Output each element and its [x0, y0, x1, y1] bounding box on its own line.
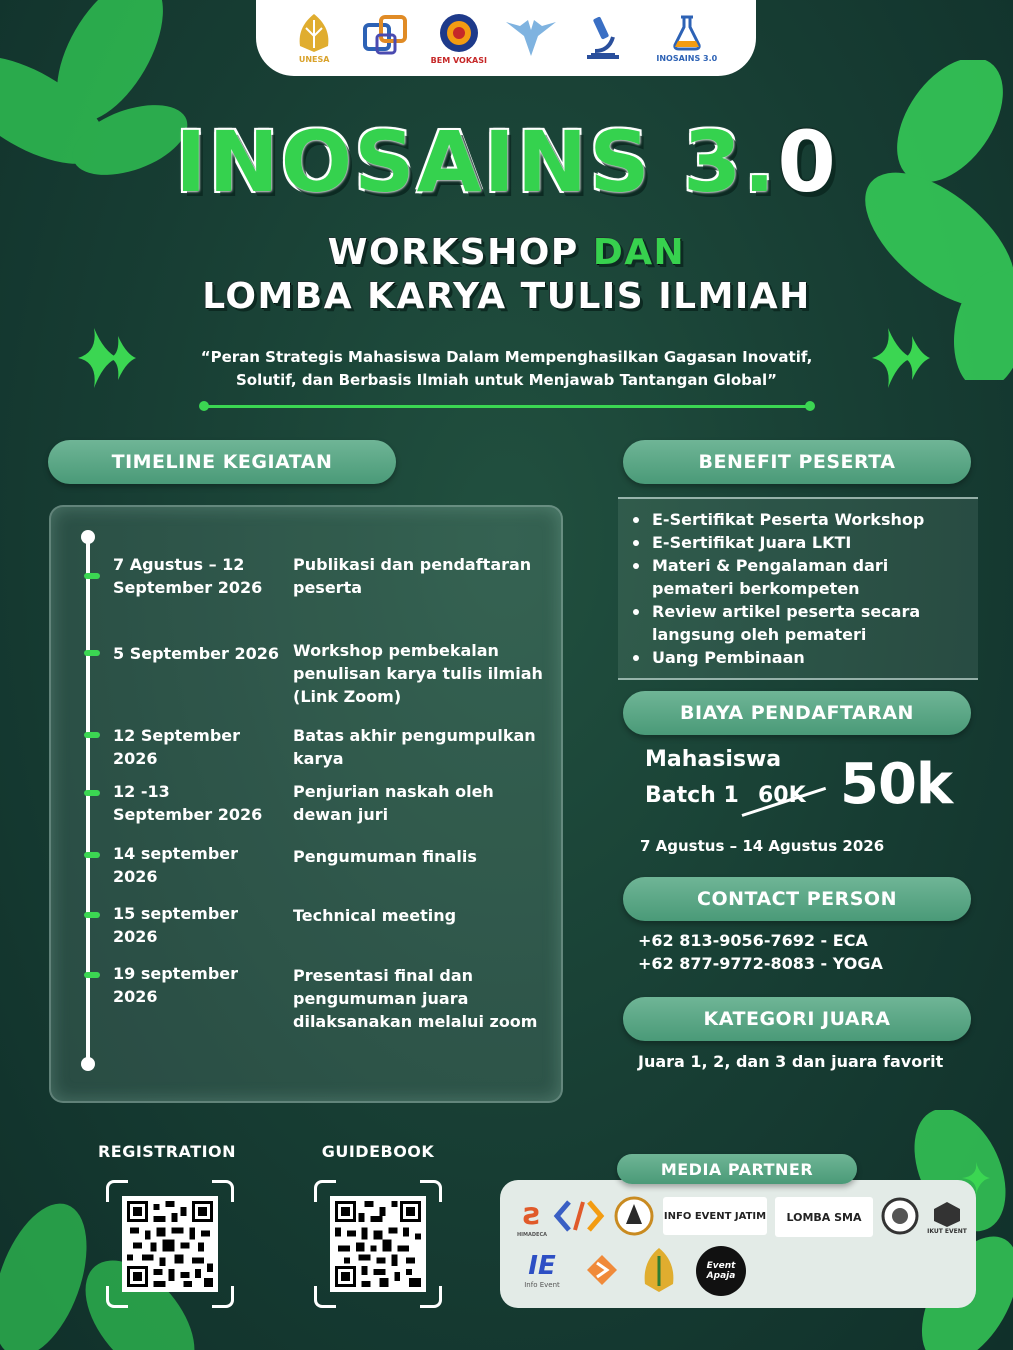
timeline-date: 15 september 2026: [113, 904, 239, 946]
fee-category: Mahasiswa: [645, 747, 782, 772]
subtitle-line-1: WORKSHOP DAN: [327, 232, 686, 273]
new-price: 50k: [840, 752, 953, 817]
vokasi-logo: [357, 9, 415, 67]
crest-logo-2: [880, 1196, 920, 1236]
contact-item: +62 877-9772-8083 - YOGA: [638, 954, 883, 973]
qr-icon: [330, 1196, 426, 1292]
qr-icon: [122, 1196, 218, 1292]
registration-qr-code[interactable]: [106, 1180, 234, 1308]
media-partner-heading: MEDIA PARTNER: [617, 1154, 857, 1184]
benefit-list: [630, 508, 970, 669]
timeline-line: [86, 537, 90, 1064]
timeline-desc: Pengumuman finalis: [293, 847, 477, 866]
sparkle-icon-left: [72, 322, 142, 392]
timeline-heading: TIMELINE KEGIATAN: [48, 440, 396, 484]
event-apaja-logo: Event Apaja: [696, 1246, 746, 1296]
info-event-logo: IE Info Event: [524, 1251, 560, 1289]
timeline-date: 12 September 2026: [113, 726, 241, 768]
fee-batch: Batch 1: [645, 783, 739, 808]
benefit-heading: BENEFIT PESERTA: [623, 440, 971, 484]
timeline-tick: [84, 912, 100, 918]
subtitle-line-2: LOMBA KARYA TULIS ILMIAH: [202, 276, 811, 317]
timeline-tick: [84, 852, 100, 858]
timeline-desc: Publikasi dan pendaftaran peserta: [293, 555, 532, 597]
timeline-tick: [84, 732, 100, 738]
unesa-logo: UNESA: [285, 9, 343, 67]
awards-heading: KATEGORI JUARA: [623, 997, 971, 1041]
eagle-logo: [502, 9, 560, 67]
timeline-tick: [84, 650, 100, 656]
list-item: E-Sertifikat Juara LKTI: [630, 531, 970, 554]
timeline-desc: Presentasi final dan pengumuman juara dilaksanakan melalui zoom: [293, 966, 538, 1031]
inosains-logo: INOSAINS 3.0: [647, 9, 727, 67]
awards-text: Juara 1, 2, dan 3 dan juara favorit: [638, 1052, 944, 1071]
logo-bar: [256, 0, 756, 76]
list-item: Materi & Pengalaman dari pemateri berkompeten: [630, 554, 970, 600]
ikut-event-logo: IKUT EVENT: [924, 1194, 970, 1240]
info-event-jatim-logo: INFO EVENT JATIM: [663, 1197, 767, 1235]
contact-item: +62 813-9056-7692 - ECA: [638, 931, 868, 950]
tagline-line-1: “Peran Strategis Mahasiswa Dalam Mempenghasilkan Gagasan Inovatif,: [200, 348, 813, 366]
crest-logo-3: [632, 1244, 686, 1298]
timeline-end-dot: [81, 1057, 95, 1071]
guidebook-label: GUIDEBOOK: [321, 1142, 435, 1161]
orange-logo: [582, 1250, 622, 1290]
microscope-logo: [574, 9, 632, 67]
tagline-line-2: Solutif, dan Berbasis Ilmiah untuk Menjawab Tantangan Global”: [235, 371, 778, 389]
bem-vokasi-logo: BEM VOKASI: [430, 9, 488, 67]
list-item: Review artikel peserta secara langsung oleh pemateri: [630, 600, 970, 646]
contact-heading: CONTACT PERSON: [623, 877, 971, 921]
list-item: E-Sertifikat Peserta Workshop: [630, 508, 970, 531]
himadeca-logo: ƨ HIMADECA: [517, 1196, 547, 1238]
sparkle-icon-bottom-right: [958, 1160, 994, 1196]
timeline-start-dot: [81, 530, 95, 544]
event-title: INOSAINS 3.0: [175, 113, 838, 211]
divider: [203, 405, 811, 408]
registration-label: REGISTRATION: [97, 1142, 237, 1161]
old-price: 60K: [758, 783, 806, 808]
list-item: Uang Pembinaan: [630, 646, 970, 669]
crest-logo-1: [612, 1194, 656, 1238]
lomba-sma-logo: LOMBA SMA: [775, 1197, 873, 1237]
timeline-date: 5 September 2026: [113, 644, 279, 663]
timeline-date: 7 Agustus – 12 September 2026: [113, 555, 263, 597]
code-logo: [552, 1196, 606, 1236]
timeline-desc: Workshop pembekalan penulisan karya tulis ilmiah (Link Zoom): [293, 641, 543, 706]
guidebook-qr-code[interactable]: [314, 1180, 442, 1308]
fee-period: 7 Agustus – 14 Agustus 2026: [640, 837, 885, 855]
timeline-tick: [84, 972, 100, 978]
timeline-tick: [84, 573, 100, 579]
tagline: [160, 346, 853, 392]
timeline-date: 14 september 2026: [113, 844, 239, 886]
timeline-desc: Batas akhir pengumpulkan karya: [293, 726, 536, 768]
fee-heading: BIAYA PENDAFTARAN: [623, 691, 971, 735]
sparkle-icon-right: [866, 322, 936, 392]
timeline-tick: [84, 790, 100, 796]
timeline-desc: Penjurian naskah oleh dewan juri: [293, 782, 494, 824]
timeline-date: 12 -13 September 2026: [113, 782, 263, 824]
timeline-desc: Technical meeting: [293, 906, 457, 925]
timeline-date: 19 september 2026: [113, 964, 239, 1006]
